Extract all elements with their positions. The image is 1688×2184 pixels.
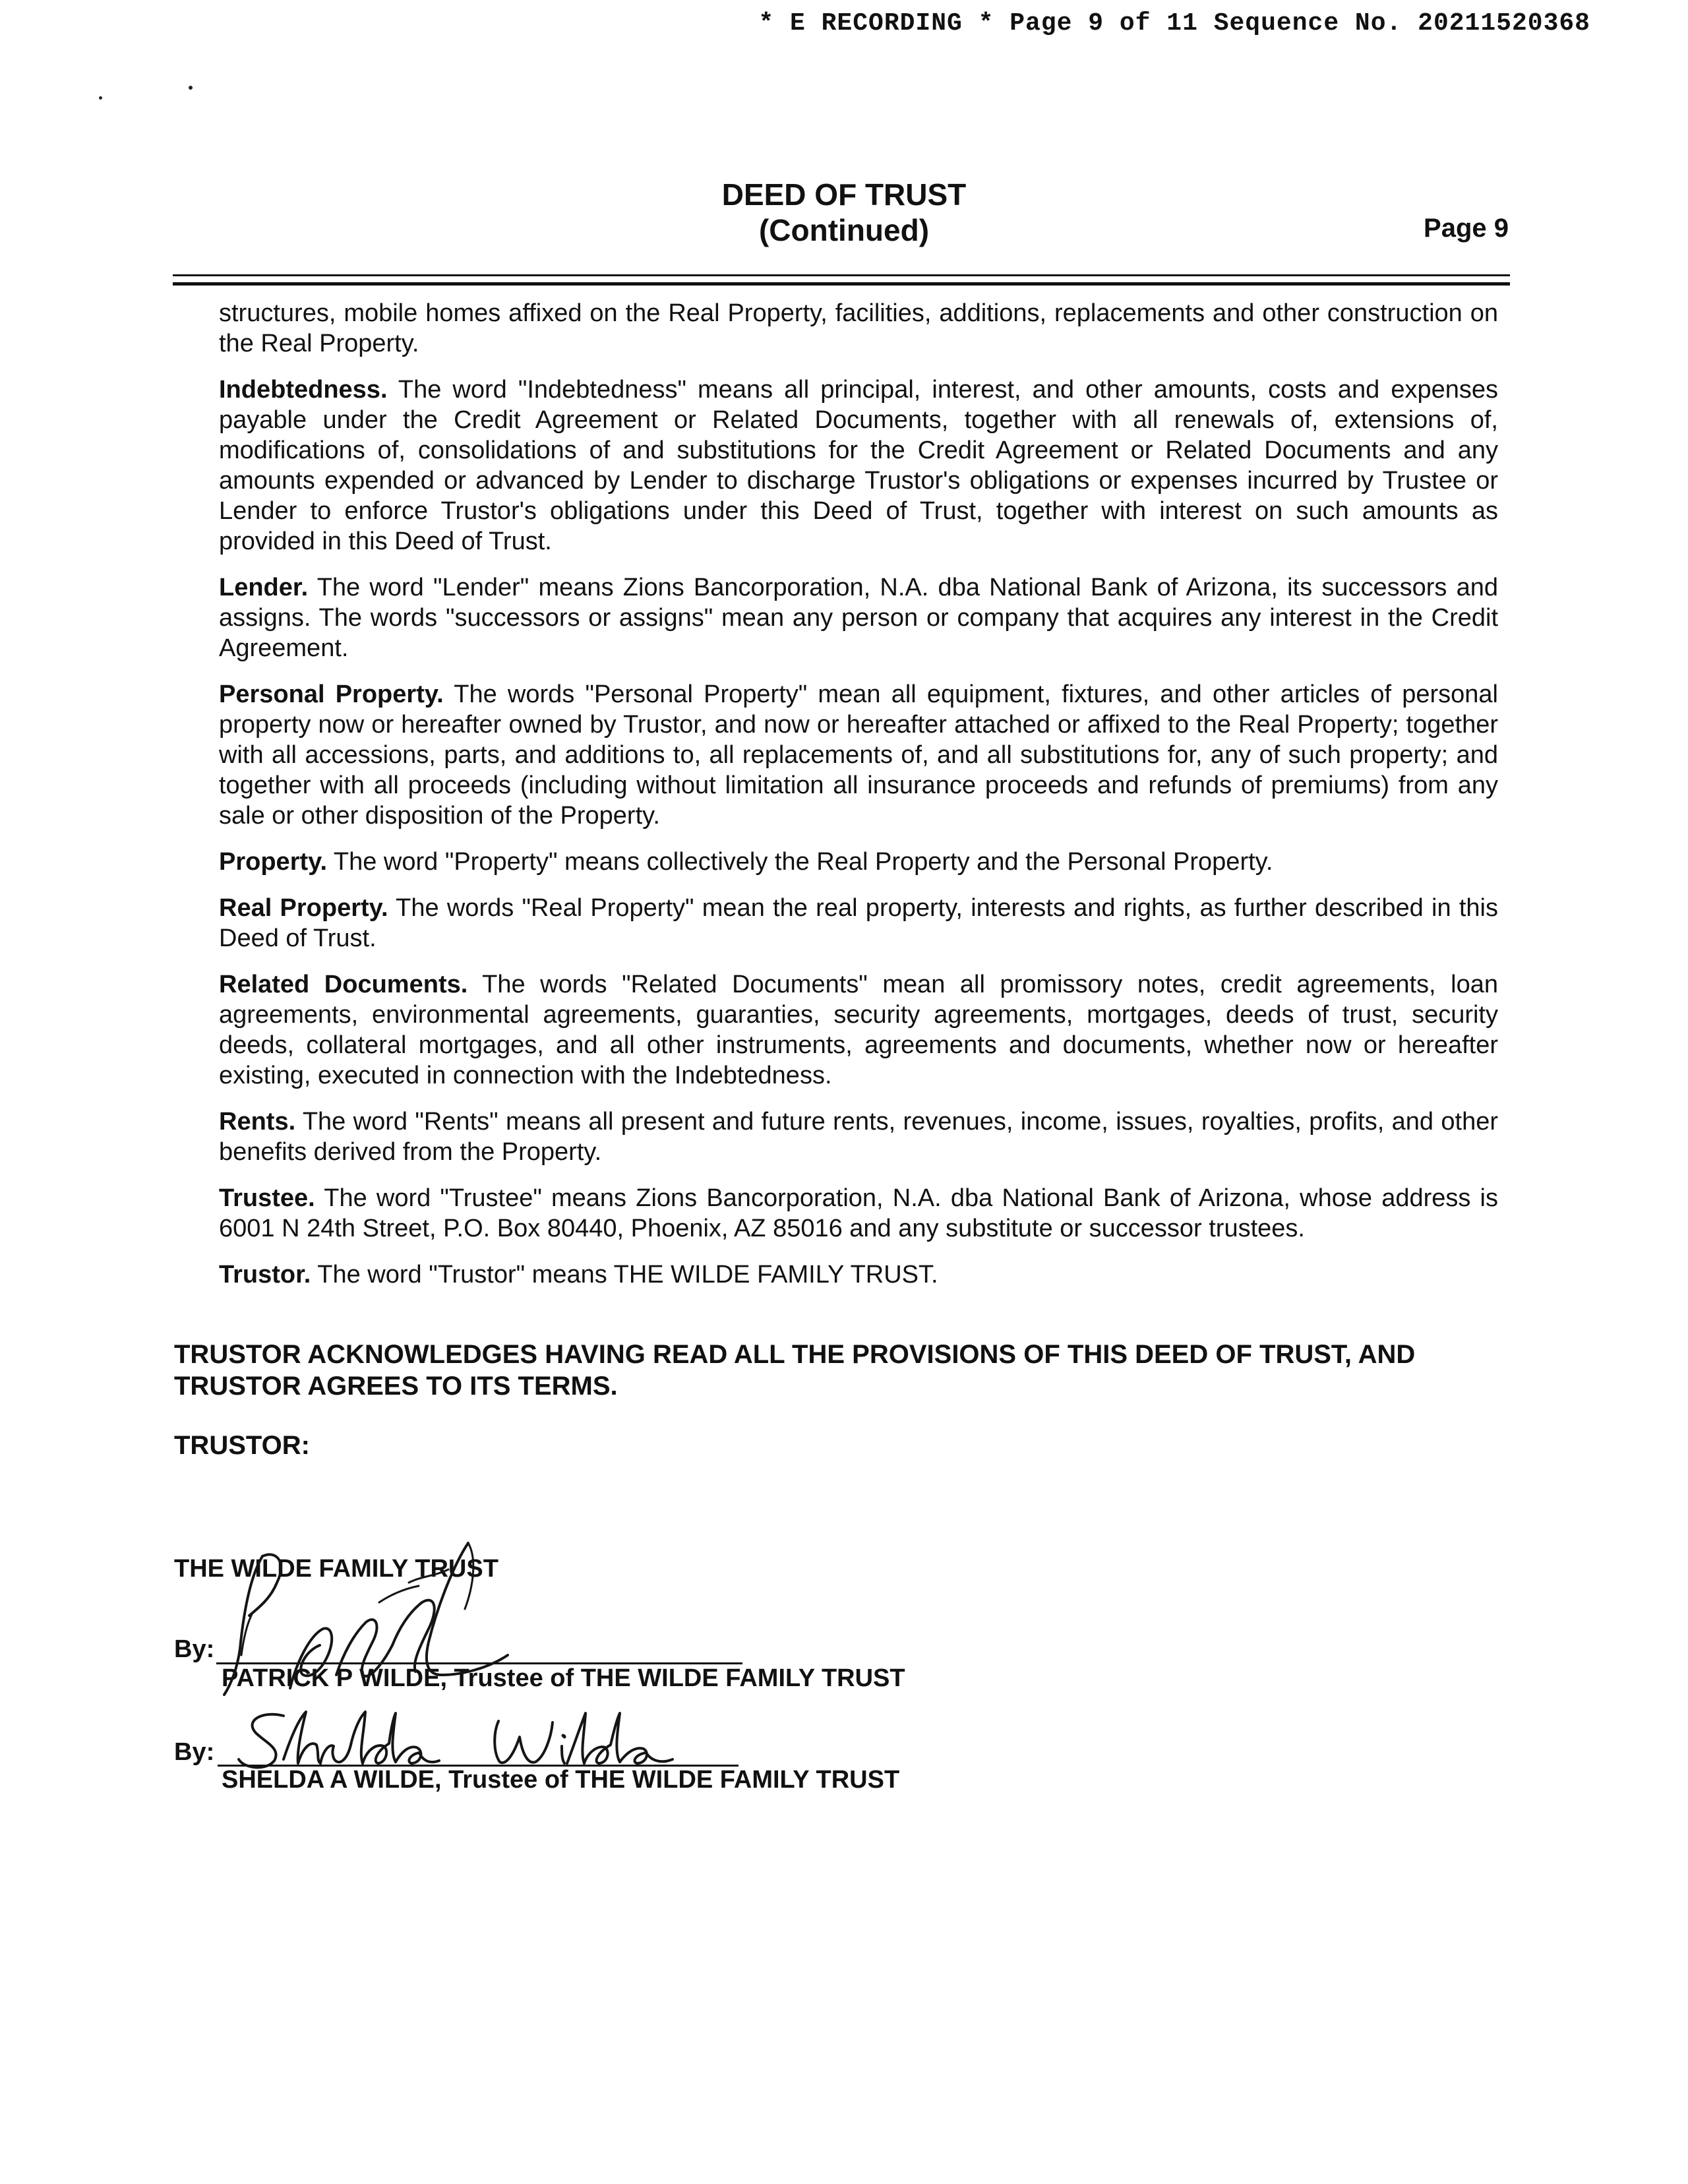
definition-term: Rents.	[219, 1108, 296, 1136]
signature-stroke	[567, 1713, 586, 1763]
definition-text: The words "Real Property" mean the real property, interests and rights, as further described in this Deed of Trust.	[219, 894, 1498, 952]
definition-lender	[219, 572, 1498, 663]
header-rule-thick	[173, 282, 1510, 286]
definitions-section	[219, 298, 1498, 1306]
signature-stroke	[620, 1748, 673, 1763]
signature-stroke	[563, 1736, 564, 1737]
definition-text: structures, mobile homes affixed on the Real Property, facilities, additions, replacements and other construction on the Real Property.	[219, 299, 1498, 357]
definition-term: Real Property.	[219, 894, 388, 922]
definition-text: The word "Indebtedness" means all principal, interest, and other amounts, costs and expenses payable under the Credit Agreement or Related Documents, together with all renewals of, extensions of, modifications of, consolidations of and substitutions for the Credit Agreement or Related Documents and any amounts expended or advanced by Lender to discharge Trustor's obligations or expenses incurred by Trustee or Lender to enforce Trustor's obligations under this Deed of Trust, together with interest on such amounts as provided in this Deed of Trust.	[219, 376, 1498, 555]
definition-text: The word "Rents" means all present and future rents, revenues, income, issues, royalties, profits, and other benefits derived from the Property.	[219, 1108, 1498, 1166]
signature-stroke	[562, 1746, 564, 1763]
definition-trustee	[219, 1183, 1498, 1244]
signature-patrick-wilde	[211, 1536, 580, 1708]
definition-term: Property.	[219, 848, 328, 876]
signature-stroke	[584, 1713, 620, 1763]
scan-speck	[189, 86, 193, 90]
definition-term: Related Documents.	[219, 971, 468, 998]
definition-term: Lender.	[219, 574, 309, 601]
definition-trustor	[219, 1259, 1498, 1290]
definition-text: The word "Property" means collectively the Real Property and the Personal Property.	[333, 848, 1273, 876]
signature-stroke	[224, 1556, 262, 1695]
definition-text: The word "Lender" means Zions Bancorporation, N.A. dba National Bank of Arizona, its successors and assigns. The words "successors or assigns" mean any person or company that acquires any interest in the Credit Agreement.	[219, 574, 1498, 662]
definition-text: The word "Trustee" means Zions Bancorporation, N.A. dba National Bank of Arizona, whose address is 6001 N 24th Street, P.O. Box 80440, Phoenix, AZ 85016 and any substitute or successor trustees.	[219, 1184, 1498, 1242]
definition-continued	[219, 298, 1498, 359]
signature-stroke	[336, 1620, 392, 1676]
by-label-1: By:	[174, 1635, 215, 1663]
definition-property	[219, 847, 1498, 877]
signature-stroke	[427, 1543, 508, 1675]
acknowledgment-statement: TRUSTOR ACKNOWLEDGES HAVING READ ALL THE PROVISIONS OF THIS DEED OF TRUST, AND TRUSTOR AGREES TO ITS TERMS.	[174, 1340, 1416, 1401]
title-line-2: (Continued)	[758, 213, 930, 247]
definition-term: Trustor.	[219, 1261, 311, 1289]
signature-stroke	[495, 1721, 553, 1763]
signature-shelda-wilde	[237, 1707, 686, 1779]
definition-real-property	[219, 893, 1498, 954]
recording-header: * E RECORDING * Page 9 of 11 Sequence No. 20211520368	[758, 9, 1590, 38]
signer-1-name: PATRICK P WILDE, Trustee of THE WILDE FAMILY TRUST	[222, 1664, 905, 1692]
signature-stroke	[465, 1543, 473, 1609]
definition-indebtedness	[219, 375, 1498, 557]
definition-text: The words "Personal Property" mean all equipment, fixtures, and other articles of personal property now or hereafter owned by Trustor, and now or hereafter attached or affixed to the Real Property; together with all accessions, parts, and additions to, all replacements of, and all substitutions for, any of such property; and together with all proceeds (including without limitation all insurance proceeds and refunds of premiums) from any sale or other disposition of the Property.	[219, 681, 1498, 830]
signature-stroke	[320, 1745, 351, 1763]
definition-text: The words "Related Documents" mean all promissory notes, credit agreements, loan agreements, environmental agreements, guaranties, security agreements, mortgages, deeds of trust, security deeds, collateral mortgages, and all other instruments, agreements and documents, whether now or hereafter existing, executed in connection with the Indebtedness.	[219, 971, 1498, 1089]
trustor-label: TRUSTOR:	[174, 1431, 310, 1460]
title-line-1: DEED OF TRUST	[721, 177, 967, 212]
definition-term: Personal Property.	[219, 681, 444, 708]
definition-rents	[219, 1107, 1498, 1167]
signer-2-name: SHELDA A WILDE, Trustee of THE WILDE FAMILY TRUST	[222, 1766, 900, 1794]
definition-text: The word "Trustor" means THE WILDE FAMILY TRUST.	[317, 1261, 938, 1289]
page-number: Page 9	[1424, 214, 1509, 243]
signature-stroke	[396, 1747, 439, 1763]
signature-stroke	[351, 1712, 365, 1763]
definition-personal-property	[219, 679, 1498, 831]
signature-stroke	[249, 1554, 281, 1616]
definition-related-documents	[219, 969, 1498, 1091]
signature-stroke	[239, 1714, 284, 1768]
definition-term: Indebtedness.	[219, 376, 388, 404]
trust-name: THE WILDE FAMILY TRUST	[174, 1555, 498, 1583]
signature-stroke	[290, 1628, 332, 1688]
scan-speck	[99, 96, 102, 100]
signature-stroke	[379, 1586, 419, 1602]
header-rule-thin	[173, 274, 1510, 276]
definition-term: Trustee.	[219, 1184, 315, 1212]
signature-stroke	[284, 1712, 320, 1763]
by-label-2: By:	[174, 1738, 215, 1766]
signature-stroke	[363, 1713, 396, 1763]
signature-stroke	[409, 1569, 448, 1583]
